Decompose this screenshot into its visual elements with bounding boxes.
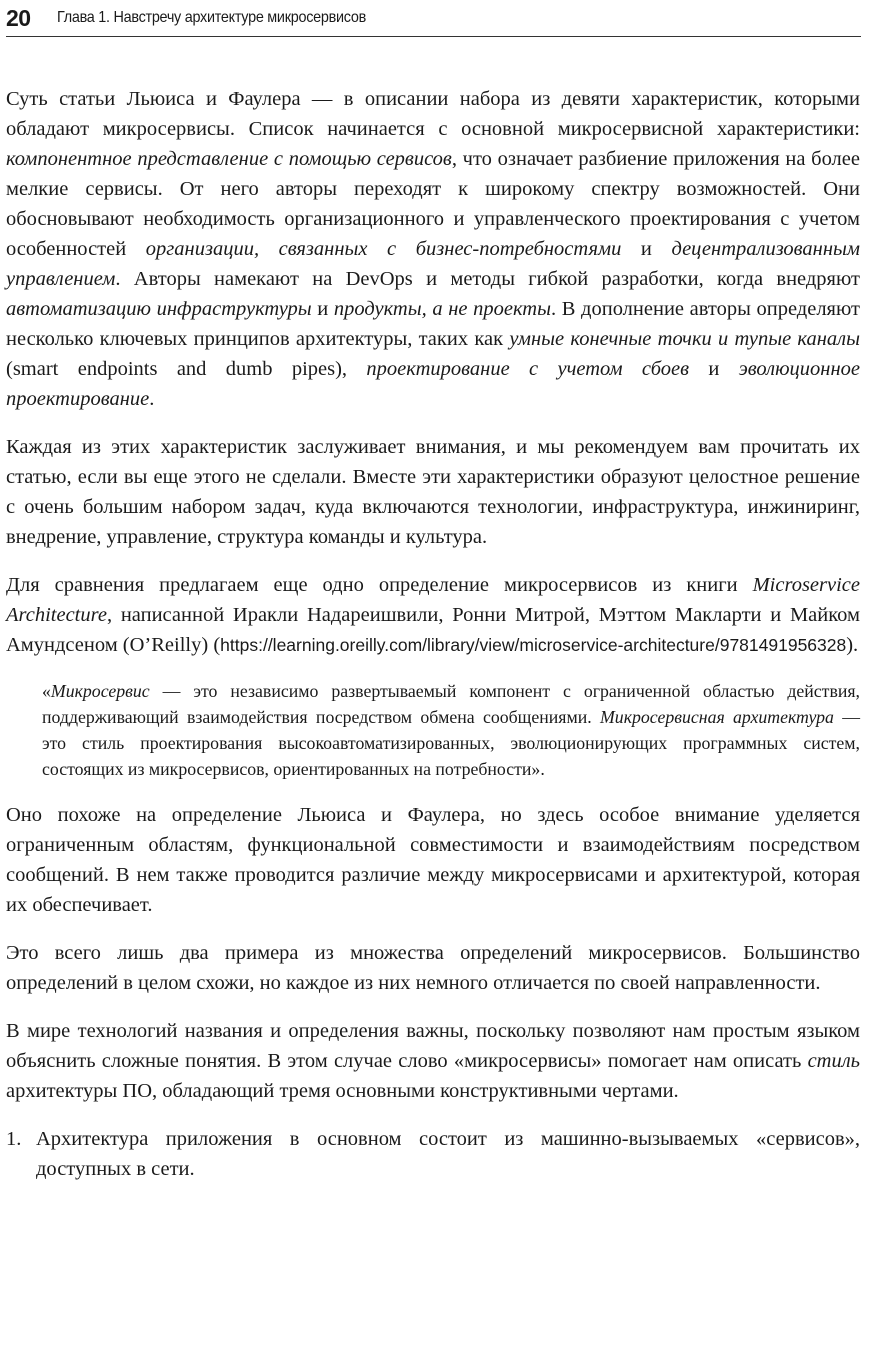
page-header — [6, 0, 861, 37]
paragraph-2: Каждая из этих характеристик заслуживает внимания, и мы рекомендуем вам прочитать их статью, если вы еще этого не сделали. Вместе эти характеристики образуют целостное решение с очень большим набором задач, куда включаются технологии, инфраструктура, инжиниринг, внедрение, управление, структура команды и культура. — [6, 436, 860, 548]
paragraph-4: Оно похоже на определение Льюиса и Фаулера, но здесь особое внимание уделяется ограниченным областям, функциональной совместимости и взаимодействиям посредством сообщений. В нем также проводится различие между микросервисами и архитектурой, которая их обеспечивает. — [6, 804, 860, 916]
paragraph-6: В мире технологий названия и определения важны, поскольку позволяют нам простым языком объяснить сложные понятия. В этом случае слово «микросервисы» помогает нам описать стиль архитектуры ПО, обладающий тремя основными конструктивными чертами. — [6, 1020, 860, 1102]
list-item — [6, 1124, 860, 1184]
book-url-link: https://learning.oreilly.com/library/view/microservice-architecture/9781491956328 — [220, 635, 847, 655]
running-head: Глава 1. Навстречу архитектуре микросервисов — [56, 9, 366, 26]
paragraph-5: Это всего лишь два примера из множества определений микросервисов. Большинство определений в целом схожи, но каждое из них немного отличается по своей направленности. — [6, 942, 860, 994]
paragraph-3: Для сравнения предлагаем еще одно определение микросервисов из книги Microservice Architecture, написанной Иракли Надареишвили, Ронни Митрой, Мэттом Макларти и Майком Амундсеном (O’Reilly) (https://learning.oreilly.com/library/view/microservice-architecture/9781491956328). — [6, 574, 860, 656]
list-item-text: Архитектура приложения в основном состоит из машинно-вызываемых «сервисов», доступных в сети. — [36, 1128, 860, 1180]
list-item-number: 1. — [6, 1128, 22, 1150]
paragraph-1: Суть статьи Льюиса и Фаулера — в описании набора из девяти характеристик, которыми обладают микросервисы. Список начинается с основной микросервисной характеристики: компонентное представление с помощью сервисов, что означает разбиение приложения на более мелкие сервисы. От него авторы переходят к широкому спектру возможностей. Они обосновывают необходимость организационного и управленческого проектирования с учетом особенностей организации, связанных с бизнес-потребностями и децентрализованным управлением. Авторы намекают на DevOps и методы гибкой разработки, когда внедряют автоматизацию инфраструктуры и продукты, а не проекты. В дополнение авторы определяют несколько ключевых принципов архитектуры, таких как умные конечные точки и тупые каналы (smart endpoints and dumb pipes), проектирование с учетом сбоев и эволюционное проектирование. — [6, 88, 860, 410]
page-body — [6, 84, 860, 1184]
definition-quote: «Микросервис — это независимо развертываемый компонент с ограниченной областью действия, поддерживающий взаимодействия посредством обмена сообщениями. Микросервисная архитектура — это стиль проектирования высокоавтоматизированных, эволюционирующих программных систем, состоящих из микросервисов, ориентированных на потребности». — [42, 681, 861, 779]
page-number: 20 — [6, 4, 31, 31]
